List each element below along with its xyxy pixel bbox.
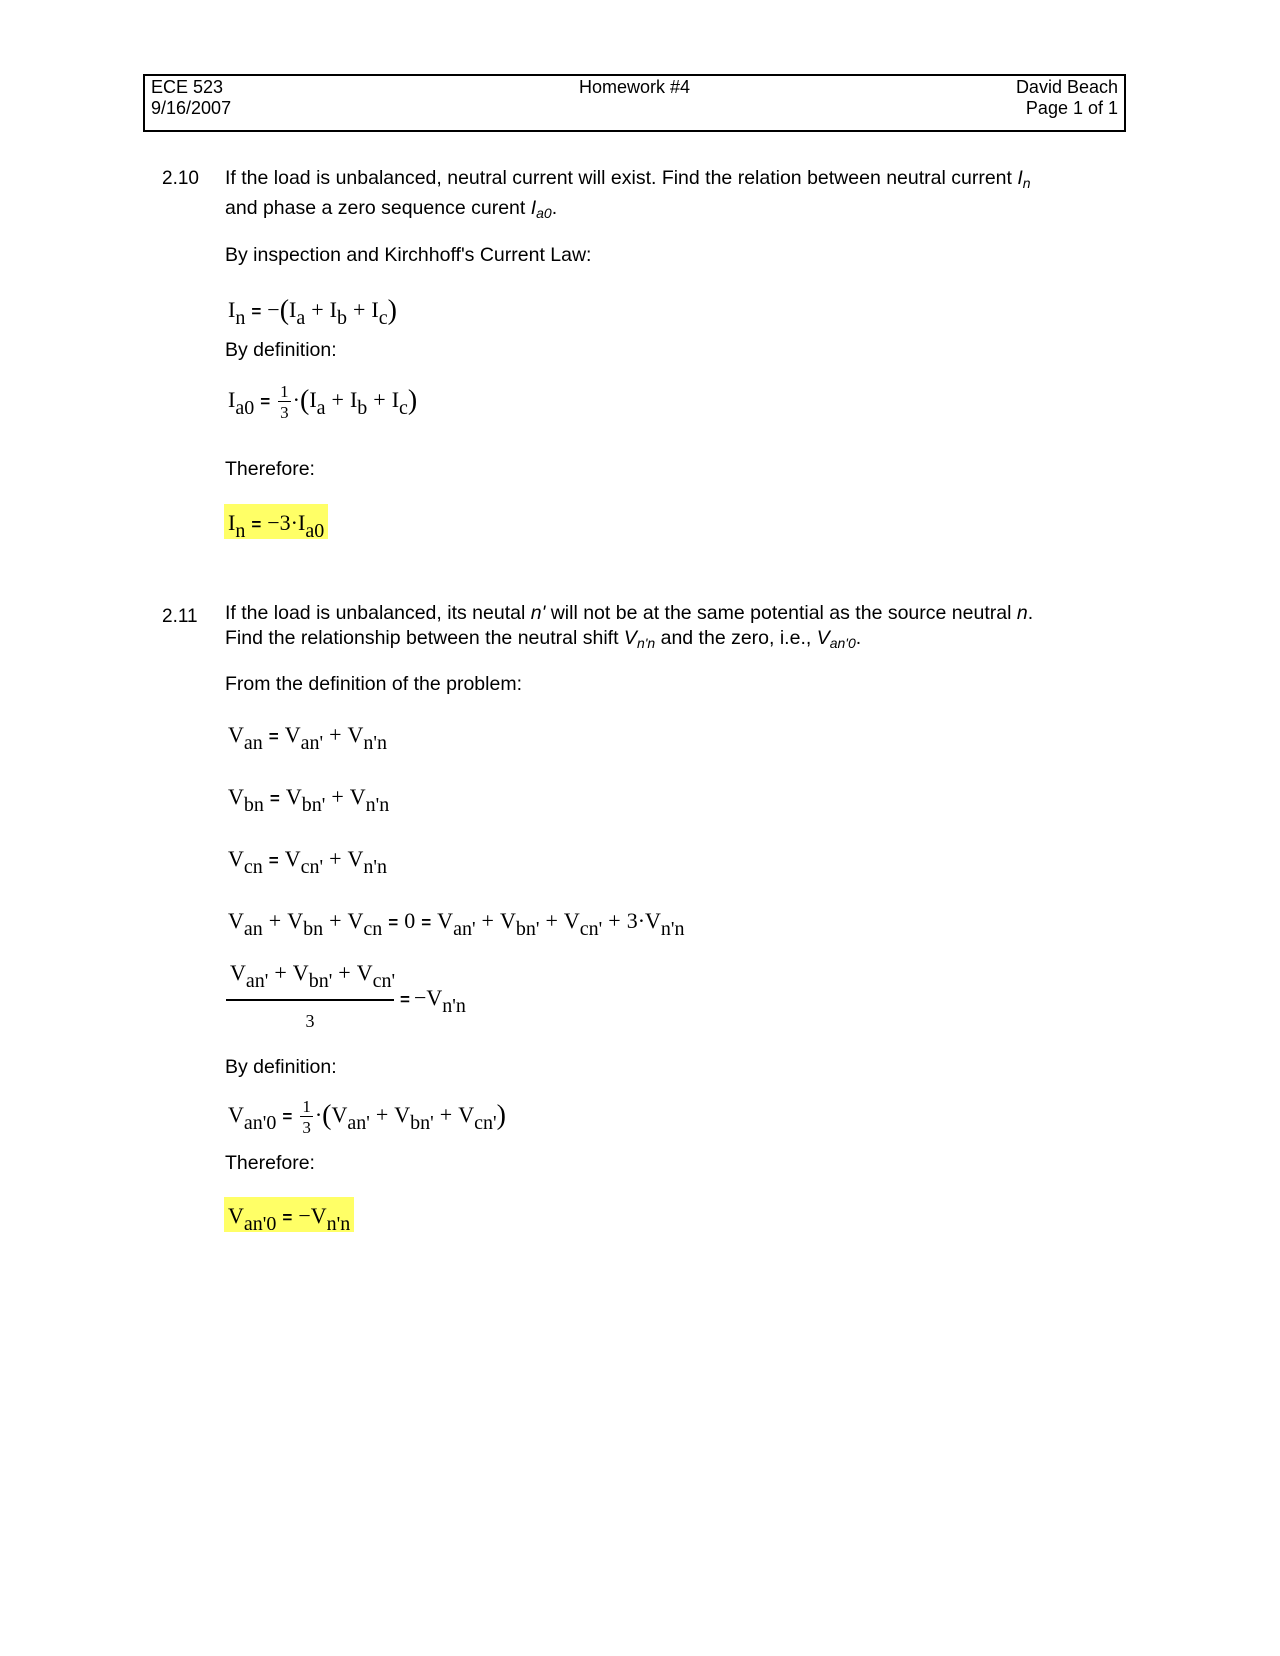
course-code: ECE 523 [151, 77, 224, 97]
therefore-label: Therefore: [225, 458, 315, 480]
equation-van: Van = Van' + Vn'n [228, 722, 388, 754]
header-date: 9/16/2007 [151, 98, 232, 118]
header-right [1016, 77, 1118, 119]
problem-2-11-statement: If the load is unbalanced, its neutal n' will not be at the same potential as the source neutral n. Find the relationship between the neutral shift $V_{n'n}$ and the zero, i.e., $V_{an'0}$. [225, 602, 1034, 651]
var-ia0: I [530, 197, 537, 219]
result-neutral-current [228, 512, 328, 541]
author-name: David Beach [1015, 77, 1118, 97]
var-in-sub: n [1022, 175, 1031, 191]
equation-zero-sequence-current: Ia0 = $\frac{1}{3}$ ·(Ia + Ib + Ic) [228, 382, 418, 422]
statement-text: If the load is unbalanced, neutral current will exist. Find the relation between neutral current [225, 167, 1018, 189]
problem-definition-label: From the definition of the problem: [225, 673, 522, 695]
header-title: Homework #4 [578, 77, 691, 97]
equation-neutral-current-kcl: In = −(Ia + Ib + Ic) [228, 295, 397, 329]
equation-zero-sequence-voltage: Van'0 = $\frac{1}{3}$ ·(Van' + Vbn' + Vcn') [228, 1097, 506, 1137]
problem-number-2-11: 2.11 [162, 606, 198, 627]
highlighted-result: In = −3·Ia0 [224, 504, 328, 539]
var-ia0-sub: a0 [536, 205, 552, 221]
kcl-intro: By inspection and Kirchhoff's Current Law: [225, 244, 592, 266]
statement-text: and phase a zero sequence curent [225, 197, 531, 219]
equation-sum-voltages: Van + Vbn + Vcn = 0 = Van' + Vbn' + Vcn' + 3·Vn'n [228, 908, 685, 940]
definition-label-2: By definition: [225, 1056, 337, 1078]
problem-2-10-statement [225, 163, 1031, 223]
result-zero-sequence-voltage [228, 1205, 354, 1234]
highlighted-result: Van'0 = −Vn'n [224, 1197, 354, 1232]
equation-vbn: Vbn = Vbn' + Vn'n [228, 784, 390, 816]
page-number: Page 1 of 1 [1025, 98, 1118, 118]
page-header [143, 74, 1126, 132]
problem-number-2-10: 2.10 [162, 168, 199, 189]
equation-vcn: Vcn = Vcn' + Vn'n [228, 846, 388, 878]
var-in: I [1017, 167, 1023, 189]
period: . [551, 197, 558, 219]
equation-average-rhs: = −Vn'n [400, 985, 466, 1017]
definition-label: By definition: [225, 339, 337, 361]
therefore-label-2: Therefore: [225, 1152, 315, 1174]
equation-average-fraction: Van' + Vbn' + Vcn' 3 [226, 960, 399, 1032]
